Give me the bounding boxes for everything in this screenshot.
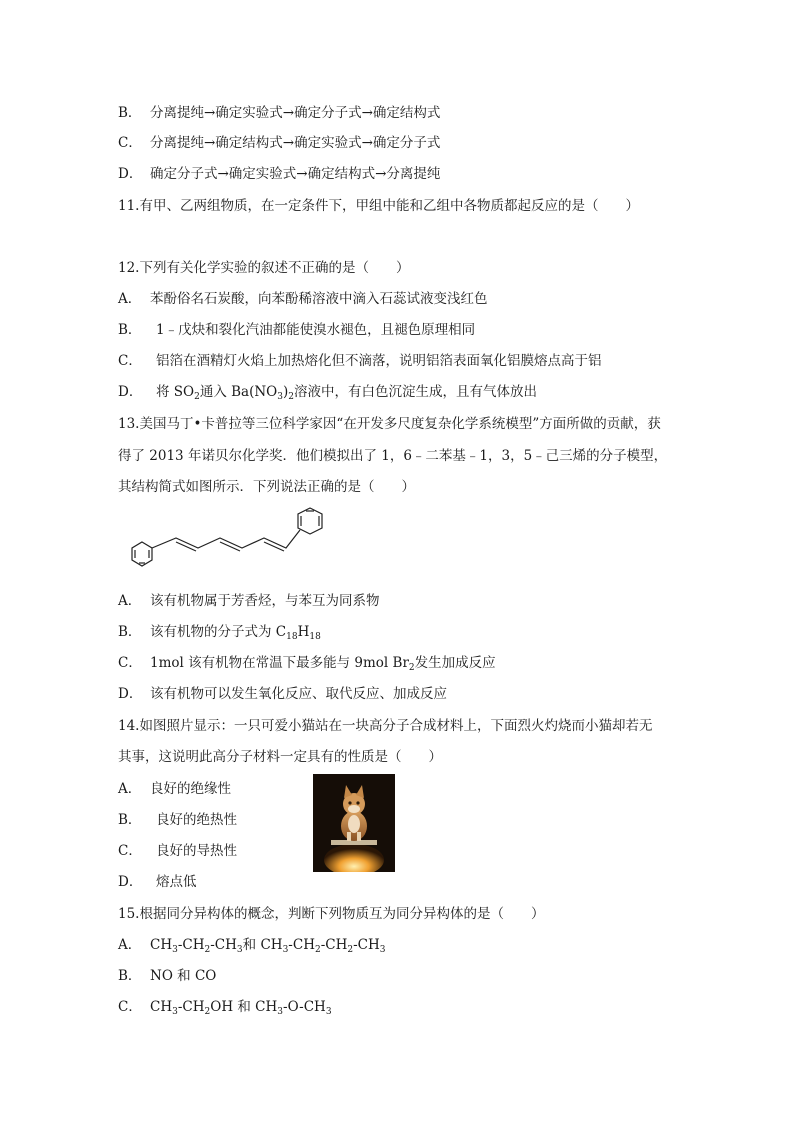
q12-option-a: A． 苯酚俗名石炭酸，向苯酚稀溶液中滴入石蕊试液变浅红色 <box>118 291 488 307</box>
cat-illustration <box>313 774 395 872</box>
q13-stem-line1: 13.美国马丁•卡普拉等三位科学家因“在开发多尺度复杂化学系统模型”方面所做的贡献，获 <box>118 416 661 432</box>
q13-option-c: C． 1mol 该有机物在常温下最多能与 9mol $Br_2$发生加成反应 <box>118 655 496 673</box>
q14-option-c: C． 良好的导热性 <box>118 843 237 859</box>
q11-stem: 11.有甲、乙两组物质，在一定条件下，甲组中能和乙组中各物质都起反应的是（ ） <box>118 198 639 214</box>
q13-option-a: A． 该有机物属于芳香烃，与苯互为同系物 <box>118 593 380 609</box>
q13-option-b: B． 该有机物的分子式为 $C_{18}H_{18}$ <box>118 624 321 642</box>
q14-stem-line1: 14.如图照片显示：一只可爱小猫站在一块高分子合成材料上，下面烈火灼烧而小猫却若无 <box>118 718 653 734</box>
q13-stem-line3: 其结构简式如图所示．下列说法正确的是（ ） <box>118 479 415 495</box>
q12-option-d: D． 将 $SO_2$通入 $Ba(NO_3)_2$溶液中，有白色沉淀生成，且有气体放出 <box>118 384 538 402</box>
q14-option-b: B． 良好的绝热性 <box>118 812 237 828</box>
q12-option-c: C． 铝箔在酒精灯火焰上加热熔化但不滴落，说明铝箔表面氧化铝膜熔点高于铝 <box>118 353 602 369</box>
q12-option-b: B． 1﹣戊炔和裂化汽油都能使溴水褪色，且褪色原理相同 <box>118 322 476 338</box>
q10-option-c: C． 分离提纯→确定结构式→确定实验式→确定分子式 <box>118 135 441 151</box>
cat-on-polymer-photo <box>313 774 395 872</box>
q15-option-b: B． NO 和 CO <box>118 968 217 984</box>
q15-stem: 15.根据同分异构体的概念，判断下列物质互为同分异构体的是（ ） <box>118 906 545 922</box>
q15-option-c: C． $CH_3-CH_2OH$ 和 $CH_3-O-CH_3$ <box>118 999 332 1017</box>
q12-stem: 12.下列有关化学实验的叙述不正确的是（ ） <box>118 260 410 276</box>
q10-option-b: B． 分离提纯→确定实验式→确定分子式→确定结构式 <box>118 105 441 121</box>
q13-stem-line2: 得了 2013 年诺贝尔化学奖．他们模拟出了 1，6﹣二苯基﹣1，3，5﹣己三烯的分子模型， <box>118 448 668 464</box>
q14-option-d: D． 熔点低 <box>118 874 197 890</box>
q14-option-a: A． 良好的绝缘性 <box>118 781 231 797</box>
q15-option-a: A． $CH_3-CH_2-CH_3$和 $CH_3-CH_2-CH_2-CH_3$ <box>118 937 386 955</box>
q13-option-d: D． 该有机物可以发生氧化反应、取代反应、加成反应 <box>118 686 447 702</box>
q10-option-d: D． 确定分子式→确定实验式→确定结构式→分离提纯 <box>118 166 441 182</box>
q14-stem-line2: 其事，这说明此高分子材料一定具有的性质是（ ） <box>118 749 442 765</box>
diphenylhexatriene-structure <box>118 500 338 582</box>
